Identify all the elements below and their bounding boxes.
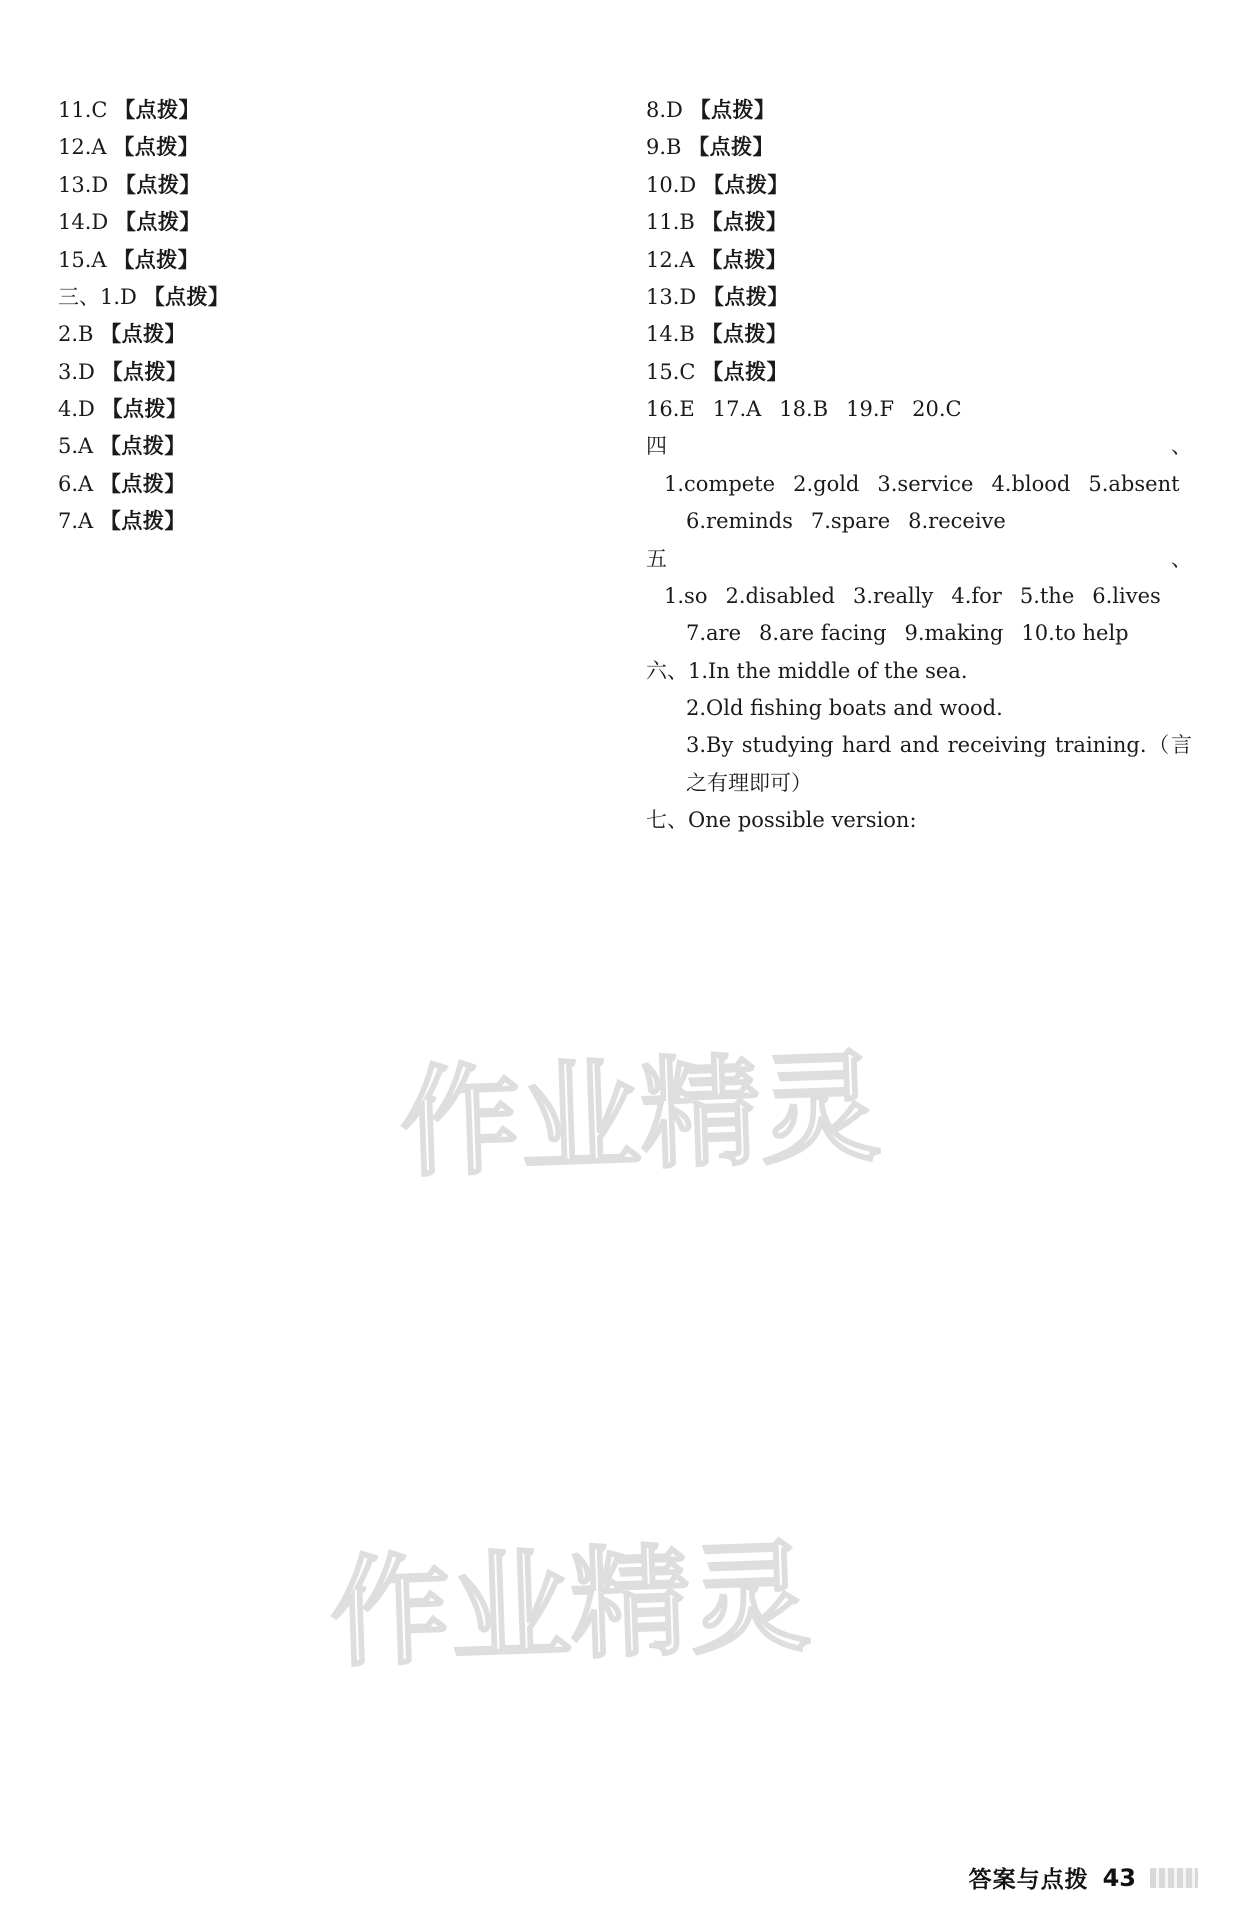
section-seven: 七、One possible version: [646,808,917,833]
page-footer [969,1861,1198,1894]
answer-item: 13.D 【点拨】 [646,284,789,309]
answer-item: 三、1.D 【点拨】 [58,284,230,309]
section-five: 五、1.so 2.disabled 3.really 4.for 5.the 6.lives 7.are 8.are facing 9.making 10.to help [646,546,1192,646]
answer-item: 11.B 【点拨】 [646,210,788,235]
left-column [58,92,604,1832]
answer-item: 12.A 【点拨】 [58,135,200,160]
section-six: 六、1.In the middle of the sea. 2.Old fishing boats and wood. 3.By studying hard and receiving training.（言之有理即可） [646,658,1192,795]
answer-item: 4.D 【点拨】 [58,397,188,421]
answer-item: 12.A 【点拨】 [646,247,788,272]
page-number: 43 [1102,1863,1136,1892]
watermark: 作业精灵 [398,1038,883,1195]
answer-item: 7.A 【点拨】 [58,509,186,534]
answer-item: 11.C 【点拨】 [58,98,201,122]
answer-item: 8.D 【点拨】 [646,98,776,122]
section-four: 四、1.compete 2.gold 3.service 4.blood 5.absent 6.reminds 7.spare 8.receive [646,434,1192,534]
answer-item: 9.B 【点拨】 [646,135,775,160]
answer-item: 2.B 【点拨】 [58,322,187,347]
answer-item: 13.D 【点拨】 [58,172,201,197]
right-column [646,92,1192,1832]
two-column-layout [58,92,1192,1832]
answer-item: 5.A 【点拨】 [58,434,186,459]
footer-label: 答案与点拨 [968,1867,1089,1893]
answer-item: 15.A 【点拨】 [58,247,200,272]
footer-decoration [1150,1868,1198,1888]
answer-item: 6.A 【点拨】 [58,471,186,496]
answer-item: 15.C 【点拨】 [646,359,789,384]
answer-item: 14.D 【点拨】 [58,210,201,235]
answer-item: 14.B 【点拨】 [646,322,788,347]
answer-item: 3.D 【点拨】 [58,359,188,384]
watermark: 作业精灵 [328,1528,813,1685]
answer-item: 10.D 【点拨】 [646,172,789,197]
answers-16-20: 16.E 17.A 18.B 19.F 20.C [646,397,962,421]
